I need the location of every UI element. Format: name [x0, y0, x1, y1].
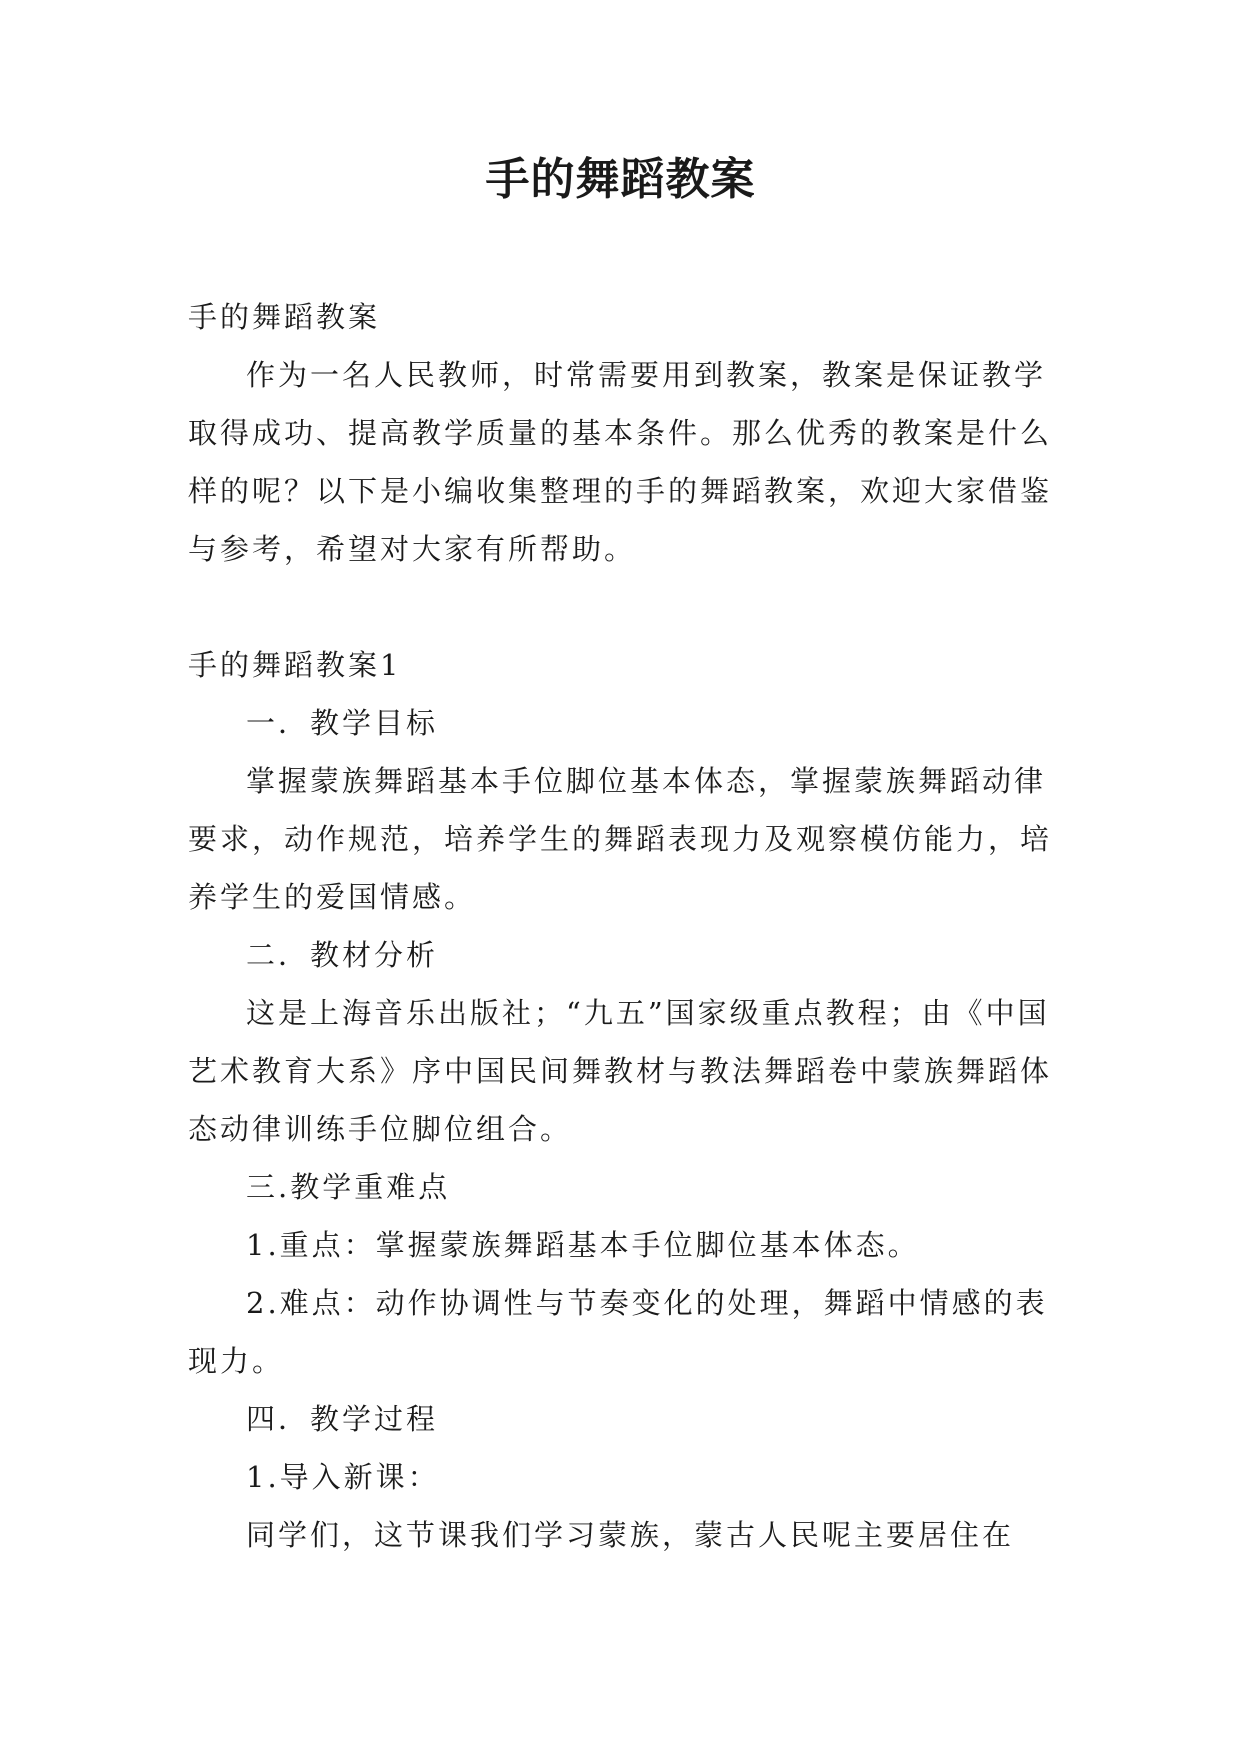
paragraph-introduction: 同学们，这节课我们学习蒙族，蒙古人民呢主要居住在 — [246, 1518, 1015, 1552]
paragraph-material-analysis: 这是上海音乐出版社；“九五”国家级重点教程；由《中国艺术教育大系》序中国民间舞教材与教法舞蹈卷中蒙族舞蹈体态动律训练手位脚位组合。 — [188, 996, 1053, 1146]
paragraph-difficult-point: 2.难点：动作协调性与节奏变化的处理，舞蹈中情感的表现力。 — [188, 1286, 1048, 1378]
heading-introduction: 1.导入新课： — [246, 1460, 440, 1494]
document-title: 手的舞蹈教案 — [485, 154, 756, 205]
intro-paragraph: 作为一名人民教师，时常需要用到教案，教案是保证教学取得成功、提高教学质量的基本条件。那么优秀的教案是什么样的呢？以下是小编收集整理的手的舞蹈教案，欢迎大家借鉴与参考，希望对大家有所帮助。 — [188, 358, 1053, 566]
section-heading-plan-1: 手的舞蹈教案1 — [188, 648, 402, 682]
heading-teaching-goals: 一．教学目标 — [246, 706, 439, 740]
heading-teaching-process: 四．教学过程 — [246, 1402, 439, 1436]
paragraph-teaching-goals: 掌握蒙族舞蹈基本手位脚位基本体态，掌握蒙族舞蹈动律要求，动作规范，培养学生的舞蹈表现力及观察模仿能力，培养学生的爱国情感。 — [188, 764, 1053, 914]
paragraph-key-point: 1.重点：掌握蒙族舞蹈基本手位脚位基本体态。 — [246, 1228, 920, 1262]
document-body — [188, 288, 1053, 1564]
section-heading-intro: 手的舞蹈教案 — [188, 300, 381, 334]
paragraph-spacer — [188, 578, 1053, 636]
heading-material-analysis: 二．教材分析 — [246, 938, 439, 972]
heading-key-points: 三.教学重难点 — [246, 1170, 451, 1204]
